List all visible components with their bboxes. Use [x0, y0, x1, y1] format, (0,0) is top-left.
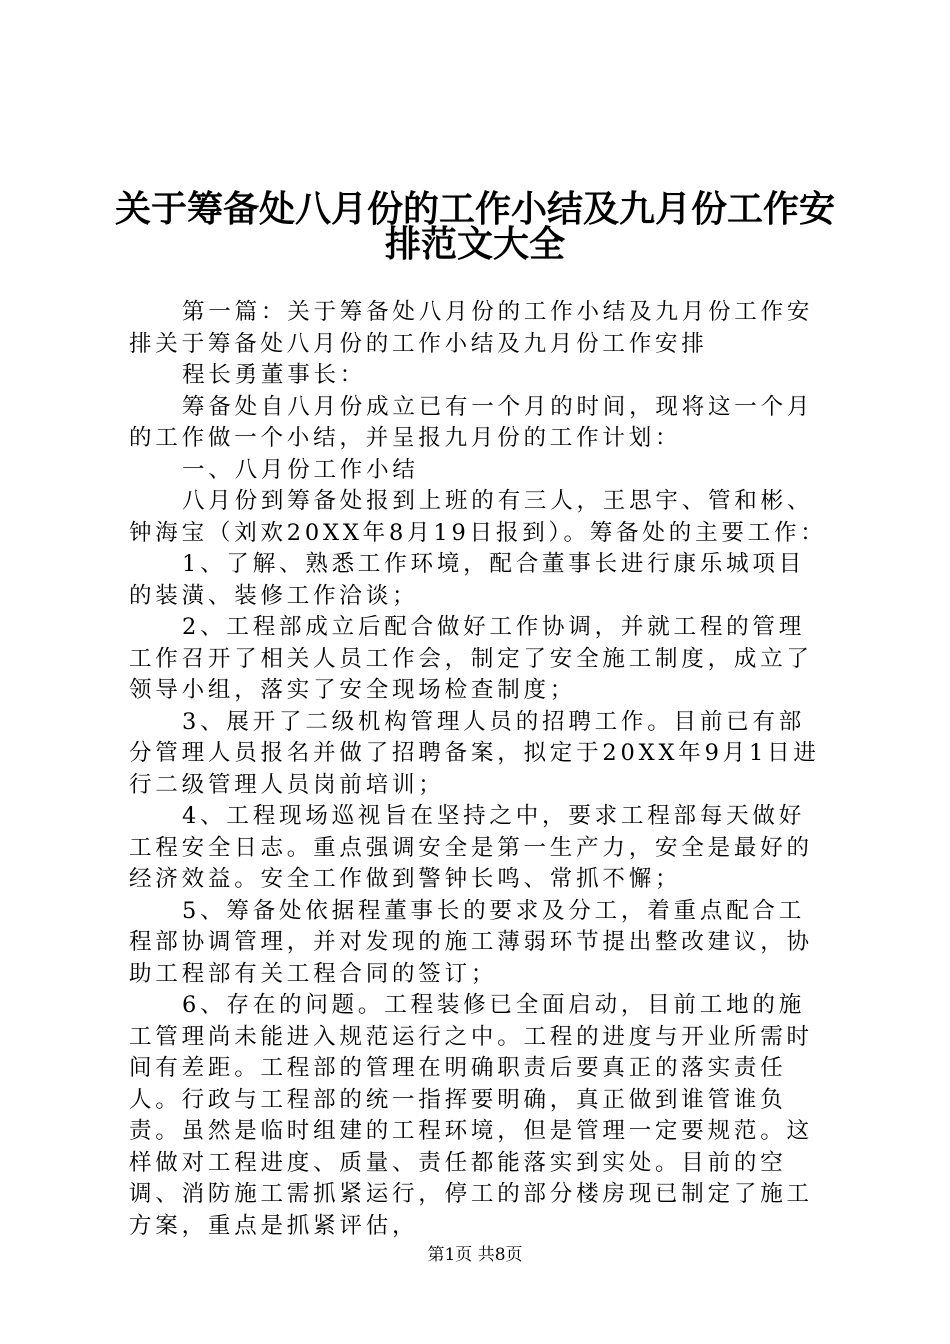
document-body — [129, 297, 829, 1242]
document-title-line-1: 关于筹备处八月份的工作小结及九月份工作安 — [114, 188, 835, 230]
paragraph: 5、筹备处依据程董事长的要求及分工，着重点配合工程部协调管理，并对发现的施工薄弱环节提出整改建议，协助工程部有关工程合同的签订； — [129, 897, 813, 987]
paragraph: 2、工程部成立后配合做好工作协调，并就工程的管理工作召开了相关人员工作会，制定了安全施工制度，成立了领导小组，落实了安全现场检查制度； — [129, 614, 813, 703]
paragraph: 4、工程现场巡视旨在坚持之中，要求工程部每天做好工程安全日志。重点强调安全是第一生产力，安全是最好的经济效益。安全工作做到警钟长鸣、常抓不懈； — [129, 803, 813, 892]
paragraph: 6、存在的问题。工程装修已全面启动，目前工地的施工管理尚未能进入规范运行之中。工程的进度与开业所需时间有差距。工程部的管理在明确职责后要真正的落实责任人。行政与工程部的统一指挥要明确，真正做到谁管谁负责。虽然是临时组建的工程环境，但是管理一定要规范。这样做对工程进度、质量、责任都能落实到实处。目前的空调、消防施工需抓紧运行，停工的部分楼房现已制定了施工方案，重点是抓紧评估， — [129, 992, 813, 1239]
paragraph: 第一篇：关于筹备处八月份的工作小结及九月份工作安排关于筹备处八月份的工作小结及九月份工作安排 — [129, 299, 814, 357]
paragraph: 3、展开了二级机构管理人员的招聘工作。目前已有部分管理人员报名并做了招聘备案，拟定于20XX年9月1日进行二级管理人员岗前培训； — [129, 708, 820, 798]
paragraph: 1、了解、熟悉工作环境，配合董事长进行康乐城项目的装潢、装修工作洽谈； — [129, 551, 806, 609]
document-title-line-2: 排范文大全 — [384, 223, 565, 265]
paragraph: 程长勇董事长： — [182, 362, 367, 388]
paragraph: 八月份到筹备处报到上班的有三人，王思宇、管和彬、钟海宝（刘欢20XX年8月19日报到）。筹备处的主要工作： — [129, 488, 827, 546]
paragraph: 一、八月份工作小结 — [182, 456, 419, 483]
paragraph: 筹备处自八月份成立已有一个月的时间，现将这一个月的工作做一个小结，并呈报九月份的工作计划： — [129, 393, 814, 451]
page-number-footer: 第1页 共8页 — [427, 1245, 523, 1265]
